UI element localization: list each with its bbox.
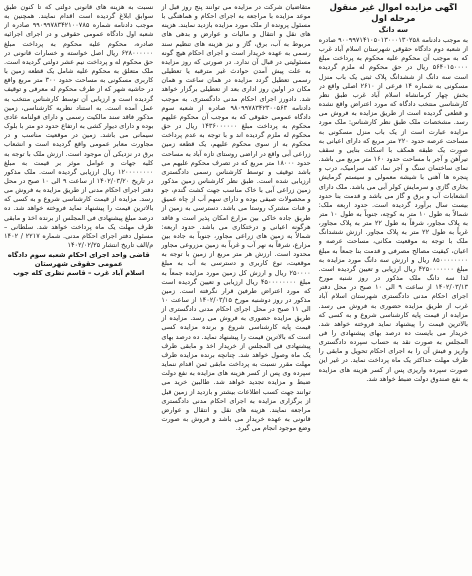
middle-column-text: متقاضیان شرکت در مزایده می توانند پنج روز قبل از موعد مزایده با مراجعه به اجرای احکام و هماهنگی با مسئول پرونده از ملک مورد مزایده بازدید نمایند. هزینه های نقل و انتقال و مالیات و عوارض و بدهی های مربوط به آب، برق، گاز و نیز هزینه های تنظیم سند رسمی به عهده خریدار است و اجرای احکام هیچ گونه مسئولیتی در قبال آن ندارد. در صورتی که روز مزایده به علت پیش آمدن حوادث غیر مترقبه یا تعطیلی رسمی تعطیل گردد مزایده در همان ساعت و همان مکان در اولین روز اداری بعد از تعطیلی برگزار خواهد شد. دادورز اجرای احکام مدنی دادگستری. به موجب دادنامه ۹۸۰۹۹۷۸۳۴۲۳۰۰۵۶۳ صادره از شعبه سوم دادگاه عمومی حقوقی که به موجب آن محکوم علیهم محکوم به پرداخت مبلغ ۱۴۳۶۰۰۰۰۰۰ ریال در حق محکوم له ملزم گردیده اند و با توجه به عدم پرداخت محکوم به از سوی محکوم علیهم، یک قطعه زمین زراعی آبی واقع در اراضی روستای تازه آباد به مساحت حدود ۱۸۰۰۰ متر مربع که در تصرف محکوم علیهم می باشد توقیف و توسط کارشناس رسمی دادگستری ارزیابی شده است. طبق نظر کارشناس زمین مذکور زمین زراعی آبی با خاک مناسب جهت کشت گندم، جو و محصولات صیفی بوده و دارای سهم آب از چاه عمیق و قنات مشترک روستا می باشد. دسترسی به زمین از طریق جاده خاکی بین مزارع امکان پذیر است و فاقد هرگونه اعیانی و درختکاری می باشد. حدود اربعه: شمالاً به زمین های زراعی مجاور، جنوباً به جاده بین مزارع، شرقاً به نهر آب و غرباً به زمین مزروعی مجاور محدود است. ارزش هر متر مربع از زمین با توجه به موقعیت، نوع کاربری و دسترسی به آب به مبلغ ۲۵۰۰۰۰ ریال و ارزش کل زمین مورد مزایده جمعاً به مبلغ ۴۵۰۰۰۰۰۰۰۰ ریال ارزیابی و تعیین گردیده است که مورد اعتراض طرفین قرار نگرفته است. زمین مذکور در روز دوشنبه مورخ ۱۴۰۲/۰۳/۱۵ از ساعت ۱۰ الی ۱۱ صبح در محل اجرای احکام مدنی دادگستری از طریق مزایده حضوری به فروش می رسد. مزایده از قیمت پایه کارشناسی شروع و برنده مزایده کسی است که بالاترین قیمت را پیشنهاد نماید. ده درصد بهای پیشنهادی فی المجلس از خریدار اخذ و مابقی ظرف یک ماه وصول خواهد شد. چنانچه برنده مزایده ظرف مهلت مقرر نسبت به پرداخت مابقی ثمن اقدام ننماید سپرده وی پس از کسر هزینه های مزایده به نفع دولت ضبط و مزایده تجدید خواهد شد. طالبین خرید می توانند جهت کسب اطلاعات بیشتر و بازدید از زمین قبل از برگزاری مزایده به اجرای احکام مدنی دادگستری مراجعه نمایند. هزینه های نقل و انتقال و عوارض قانونی به عهده خریدار می باشد و فروش به صورت وضع موجود انجام می گیرد. <box>161 3 311 433</box>
notice-columns <box>4 3 468 574</box>
left-column <box>4 3 153 574</box>
signature-line-1: قاضی واحد اجرای احکام شعبه سوم دادگاه عمومی حقوقی شهرستان <box>7 251 150 269</box>
right-column-text: به موجب دادنامه ۹۰۰۹۹۷۱۴۱۰۵۰۱۳۰۰۰۱۳۰۲۵۸ صادره از شعبه دوم دادگاه حقوقی شهرستان اسلام آباد غرب که به موجب آن محکوم علیه محکوم به پرداخت مبلغ ۵۶۴۰۱۵۰۰۰۰ ریال در حق محکوم له ملزم گردیده است سه دانگ از ششدانگ پلاک ثبتی یک باب منزل مسکونی به شماره ۱۴ فرعی از ۲۶۱۰ اصلی واقع در بخش چهار کرمانشاه اسلام آباد غرب طبق نظر کارشناسی منتخب دادگاه که مورد اعتراض واقع نشده و قطعی گردیده است از طریق مزایده به فروش می رسد. مشخصات ملک طبق نظر کارشناس: ملک مورد مزایده عبارت است از یک باب منزل مسکونی به مساحت عرصه حدود ۲۲۰ متر مربع که دارای اعیانی به صورت یک طبقه همکف با اسکلت بنایی و سقف تیرآهن و آجر با مساحت حدود ۱۶۰ متر مربع می باشد. نمای ساختمان سنگ و آجر نما، کف سرامیک، درب و پنجره ها آهنی با شیشه معمولی و سیستم گرمایش بخاری گازی و سرمایش کولر آبی می باشد. ملک دارای انشعابات آب و برق و گاز می باشد و قدمت بنا حدود بیست سال برآورد گردیده است. حدود اربعه ملک: شمالاً به طول ۱۰ متر به کوچه، جنوباً به طول ۱۰ متر به پلاک مجاور، شرقاً به طول ۲۲ متر به پلاک مجاور، غرباً به طول ۲۲ متر به پلاک مجاور. ارزش ششدانگ ملک با توجه به موقعیت مکانی، مساحت عرصه و اعیان، کیفیت مصالح مصرفی و قدمت بنا جمعاً به مبلغ ۸۵۰۰۰۰۰۰۰۰ ریال و ارزش سه دانگ مورد مزایده به مبلغ ۴۲۵۰۰۰۰۰۰۰ ریال ارزیابی و تعیین گردیده است. لذا سه دانگ ملک مذکور در روز شنبه مورخ ۱۴۰۲/۰۳/۱۳ از ساعت ۹ الی ۱۰ صبح در محل دفتر اجرای احکام مدنی دادگستری شهرستان اسلام آباد غرب از طریق مزایده حضوری به فروش می رسد. مزایده از قیمت پایه کارشناسی شروع و به کسی که بالاترین قیمت را پیشنهاد نماید فروخته خواهد شد. خریدار می بایست ده درصد بهای پیشنهادی را فی المجلس به صورت نقد به حساب سپرده دادگستری واریز و فیش آن را به اجرای احکام تحویل و مابقی را ظرف مهلت حداکثر یک ماه پرداخت نماید. در غیر این صورت سپرده واریزی پس از کسر هزینه های مزایده به نفع صندوق دولت ضبط خواهد شد. <box>318 36 468 383</box>
notice-subtitle: سه دانگ <box>378 26 409 34</box>
middle-column <box>161 3 310 574</box>
signature-block <box>4 251 153 278</box>
left-column-text: نسبت به هزینه های قانونی دولتی که تا کنون طبق سوابق ابلاغ گردیده است اقدام نمایند. همچنین به موجب دادنامه شماره ۹۹۰۹۹۷۸۳۴۲۱۰۰۷۸۵ صادره از شعبه اول دادگاه عمومی حقوقی و در اجرای اجرائیه صادره، محکوم علیه محکوم به پرداخت مبلغ ۶۲۸۰۰۰۰۰۰ ریال اصل خواسته و خسارات قانونی در حق محکوم له و پرداخت نیم عشر دولتی گردیده است. ملک متعلق به محکوم علیه شامل یک قطعه زمین با کاربری مسکونی به مساحت حدود ۳۰۰ متر مربع واقع در حاشیه شهر که از طرف محکوم له معرفی و توقیف گردیده است و ارزیابی آن توسط کارشناس منتخب به عمل آمده است. به استناد نظریه کارشناسی، زمین مذکور فاقد سند مالکیت رسمی و دارای قولنامه عادی بوده و دارای دیوار کشی به ارتفاع حدود دو متر با بلوک سیمانی می باشد. زمین در موقعیت مناسب و در مجاورت معابر عمومی واقع گردیده است و انشعاب برق در نزدیکی آن موجود است. ارزش ملک با توجه به کلیه جهات و عوامل موثر بر قیمت به مبلغ ۱۲۰۰۰۰۰۰۰۰ ریال ارزیابی گردیده است. ملک مذکور در تاریخ ۱۴۰۲/۰۳/۲۰ از ساعت ۹ الی ۱۰ صبح در محل دفتر اجرای احکام مدنی از طریق مزایده به فروش می رسد. مزایده از قیمت کارشناسی شروع و به کسی که بالاترین قیمت را پیشنهاد نماید فروخته خواهد شد. ده درصد مبلغ پیشنهادی فی المجلس از برنده اخذ و مابقی ظرف مهلت یک ماه پرداخت خواهد شد. سلطانی – مسئول دفتر اجرای احکام مدنی. شماره ۲۲۱۷ / ۱۴۰۲ م/الف تاریخ انتشار ۱۴۰۲/۰۲/۲۵ <box>4 3 154 250</box>
right-column <box>319 3 468 574</box>
signature-line-2: اسلام آباد غرب – قاسم نظری کله جوب <box>13 269 145 278</box>
notice-title: آگهی مزایده اموال غیر منقول مرحله اول <box>329 3 458 24</box>
